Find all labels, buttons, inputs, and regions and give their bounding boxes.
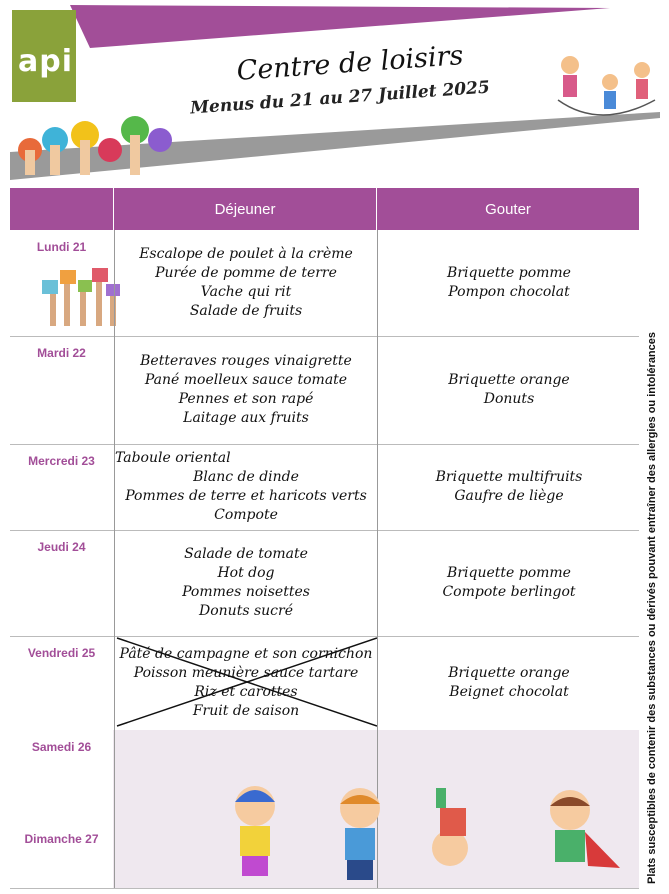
day-label: Lundi 21 [10, 230, 113, 336]
day-label: Mercredi 23 [28, 454, 95, 468]
snack: Beignet chocolat [449, 684, 569, 700]
snack: Briquette orange [448, 372, 570, 388]
day-label: Samedi 26 [10, 730, 113, 822]
dish: Pommes de terre et haricots verts [125, 488, 367, 504]
dejeuner-cell [114, 336, 377, 444]
snack: Briquette pomme [447, 265, 571, 281]
snack: Donuts [483, 391, 535, 407]
dish: Salade de tomate [184, 546, 308, 562]
dejeuner-cell [114, 444, 377, 530]
gouter-cell [377, 444, 640, 530]
day-label: Jeudi 24 [37, 540, 86, 554]
snack: Gaufre de liège [454, 488, 564, 504]
dejeuner-cell [114, 530, 377, 636]
dish: Vache qui rit [200, 284, 292, 300]
gouter-cell [377, 230, 640, 336]
snack: Pompon chocolat [448, 284, 570, 300]
dish: Pané moelleux sauce tomate [144, 372, 348, 388]
dish: Donuts sucré [199, 603, 293, 619]
dejeuner-cell [114, 636, 377, 730]
dejeuner-cell [114, 230, 377, 336]
gouter-cell [377, 530, 640, 636]
playing-kids-illustration [200, 778, 630, 888]
gouter-cell [377, 336, 640, 444]
snack: Compote berlingot [442, 584, 576, 600]
header-empty-cell [10, 188, 113, 230]
dish: Pâté de campagne et son cornichon [119, 646, 373, 662]
dish: Purée de pomme de terre [155, 265, 337, 281]
dish: Fruit de saison [192, 703, 300, 719]
day-label: Mardi 22 [37, 346, 86, 360]
dish: Poisson meunière sauce tartare [133, 665, 359, 681]
table-row-jeudi [10, 530, 639, 637]
dish: Pommes noisettes [182, 584, 310, 600]
snack: Briquette orange [448, 665, 570, 681]
dish: Compote [214, 507, 278, 523]
table-row-lundi [10, 230, 639, 337]
day-label: Vendredi 25 [27, 646, 96, 660]
table-row-mardi [10, 336, 639, 445]
api-logo: api [12, 10, 76, 102]
day-label: Dimanche 27 [10, 822, 113, 888]
dish: Riz et carottes [194, 684, 298, 700]
dish: Pennes et son rapé [178, 391, 314, 407]
dish: Blanc de dinde [193, 469, 299, 485]
gouter-cell [377, 636, 640, 730]
dish: Hot dog [217, 565, 275, 581]
dish: Laitage aux fruits [183, 410, 309, 426]
snack: Briquette pomme [447, 565, 571, 581]
snack: Briquette multifruits [435, 469, 583, 485]
page-title: Centre de loisirs [235, 40, 465, 87]
page-subtitle: Menus du 21 au 27 Juillet 2025 [189, 77, 491, 119]
header-dejeuner: Déjeuner [114, 188, 376, 230]
table-row-vendredi [10, 636, 639, 731]
table-row-mercredi [10, 444, 639, 531]
dish: Escalope de poulet à la crème [139, 246, 353, 262]
dish: Taboule oriental [115, 450, 231, 466]
header-gouter: Gouter [377, 188, 639, 230]
dish: Salade de fruits [189, 303, 303, 319]
menu-table [10, 188, 639, 888]
cross-out-mark-icon [115, 636, 377, 730]
dish: Betteraves rouges vinaigrette [140, 353, 352, 369]
allergy-note: Plats susceptibles de contenir des substances ou dérivés pouvant entraîner des allergies ou intolérances [646, 331, 658, 885]
